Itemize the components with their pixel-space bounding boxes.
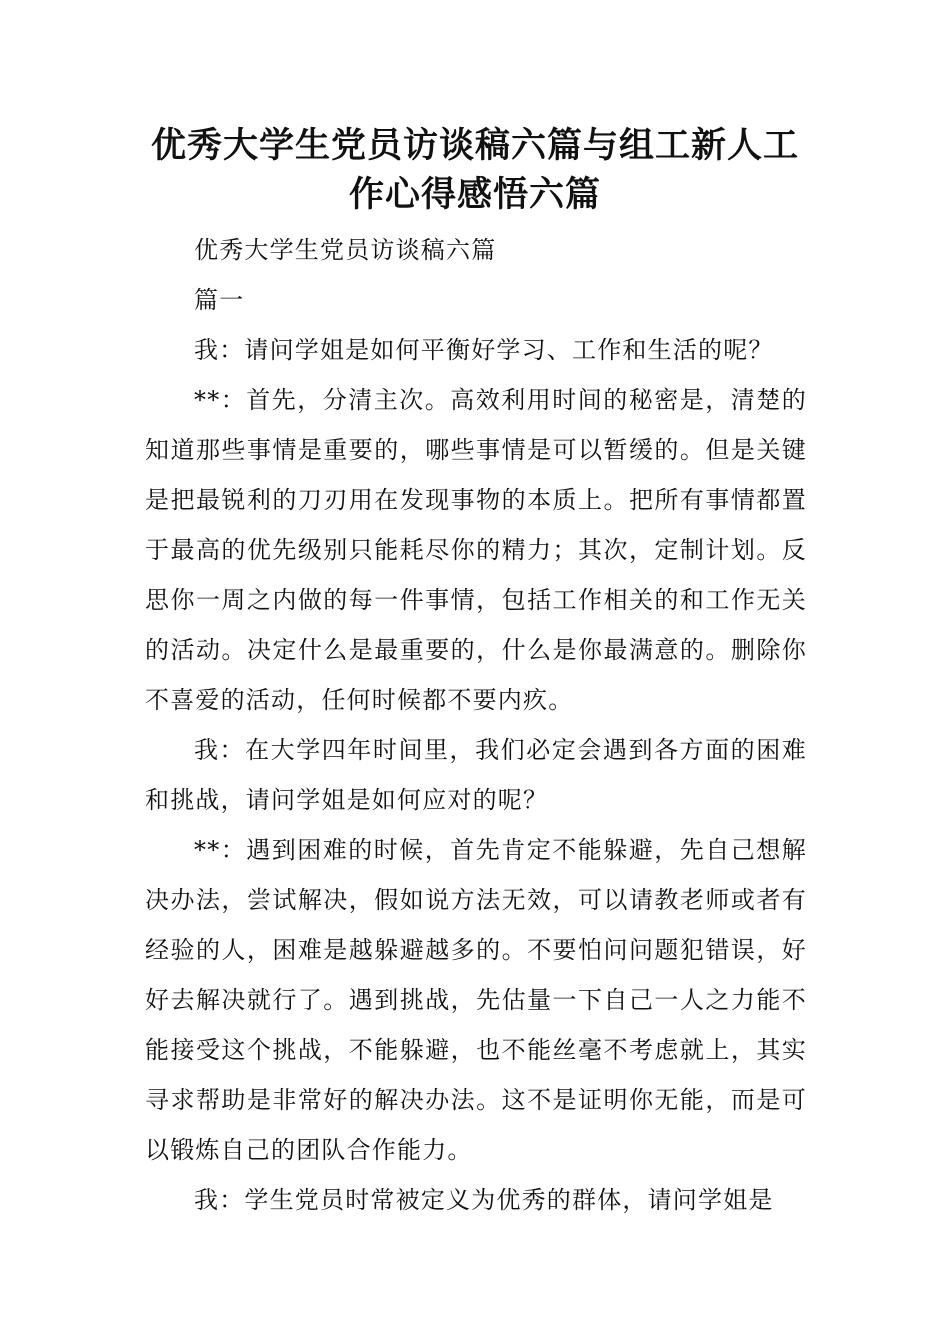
subtitle-paragraph: 优秀大学生党员访谈稿六篇 bbox=[194, 236, 497, 264]
section-heading: 篇一 bbox=[194, 286, 245, 314]
question-paragraph: 我：请问学姐是如何平衡好学习、工作和生活的呢？ bbox=[194, 336, 774, 364]
document-title: 优秀大学生党员访谈稿六篇与组工新人工作心得感悟六篇 bbox=[150, 126, 799, 215]
answer-paragraph: **：首先，分清主次。高效利用时间的秘密是，清楚的知道那些事情是重要的，哪些事情是可以暂缓的。但是关键是把最锐利的刀刃用在发现事物的本质上。把所有事情都置于最高的优先级别只能耗尽你的精力；其次，定制计划。反思你一周之内做的每一件事情，包括工作相关的和工作无关的活动。决定什么是最重要的，什么是你最满意的。删除你不喜爱的活动，任何时候都不要内疚。 bbox=[145, 386, 807, 714]
question-paragraph: 我：在大学四年时间里，我们必定会遇到各方面的困难和挑战，请问学姐是如何应对的呢？ bbox=[145, 736, 807, 814]
document-body bbox=[145, 225, 807, 1225]
question-paragraph: 我：学生党员时常被定义为优秀的群体，请问学姐是 bbox=[194, 1186, 774, 1214]
answer-paragraph: **：遇到困难的时候，首先肯定不能躲避，先自己想解决办法，尝试解决，假如说方法无效，可以请教老师或者有经验的人，困难是越躲避越多的。不要怕问问题犯错误，好好去解决就行了。遇到挑战，先估量一下自己一人之力能不能接受这个挑战，不能躲避，也不能丝毫不考虑就上，其实寻求帮助是非常好的解决办法。这不是证明你无能，而是可以锻炼自己的团队合作能力。 bbox=[145, 836, 807, 1164]
